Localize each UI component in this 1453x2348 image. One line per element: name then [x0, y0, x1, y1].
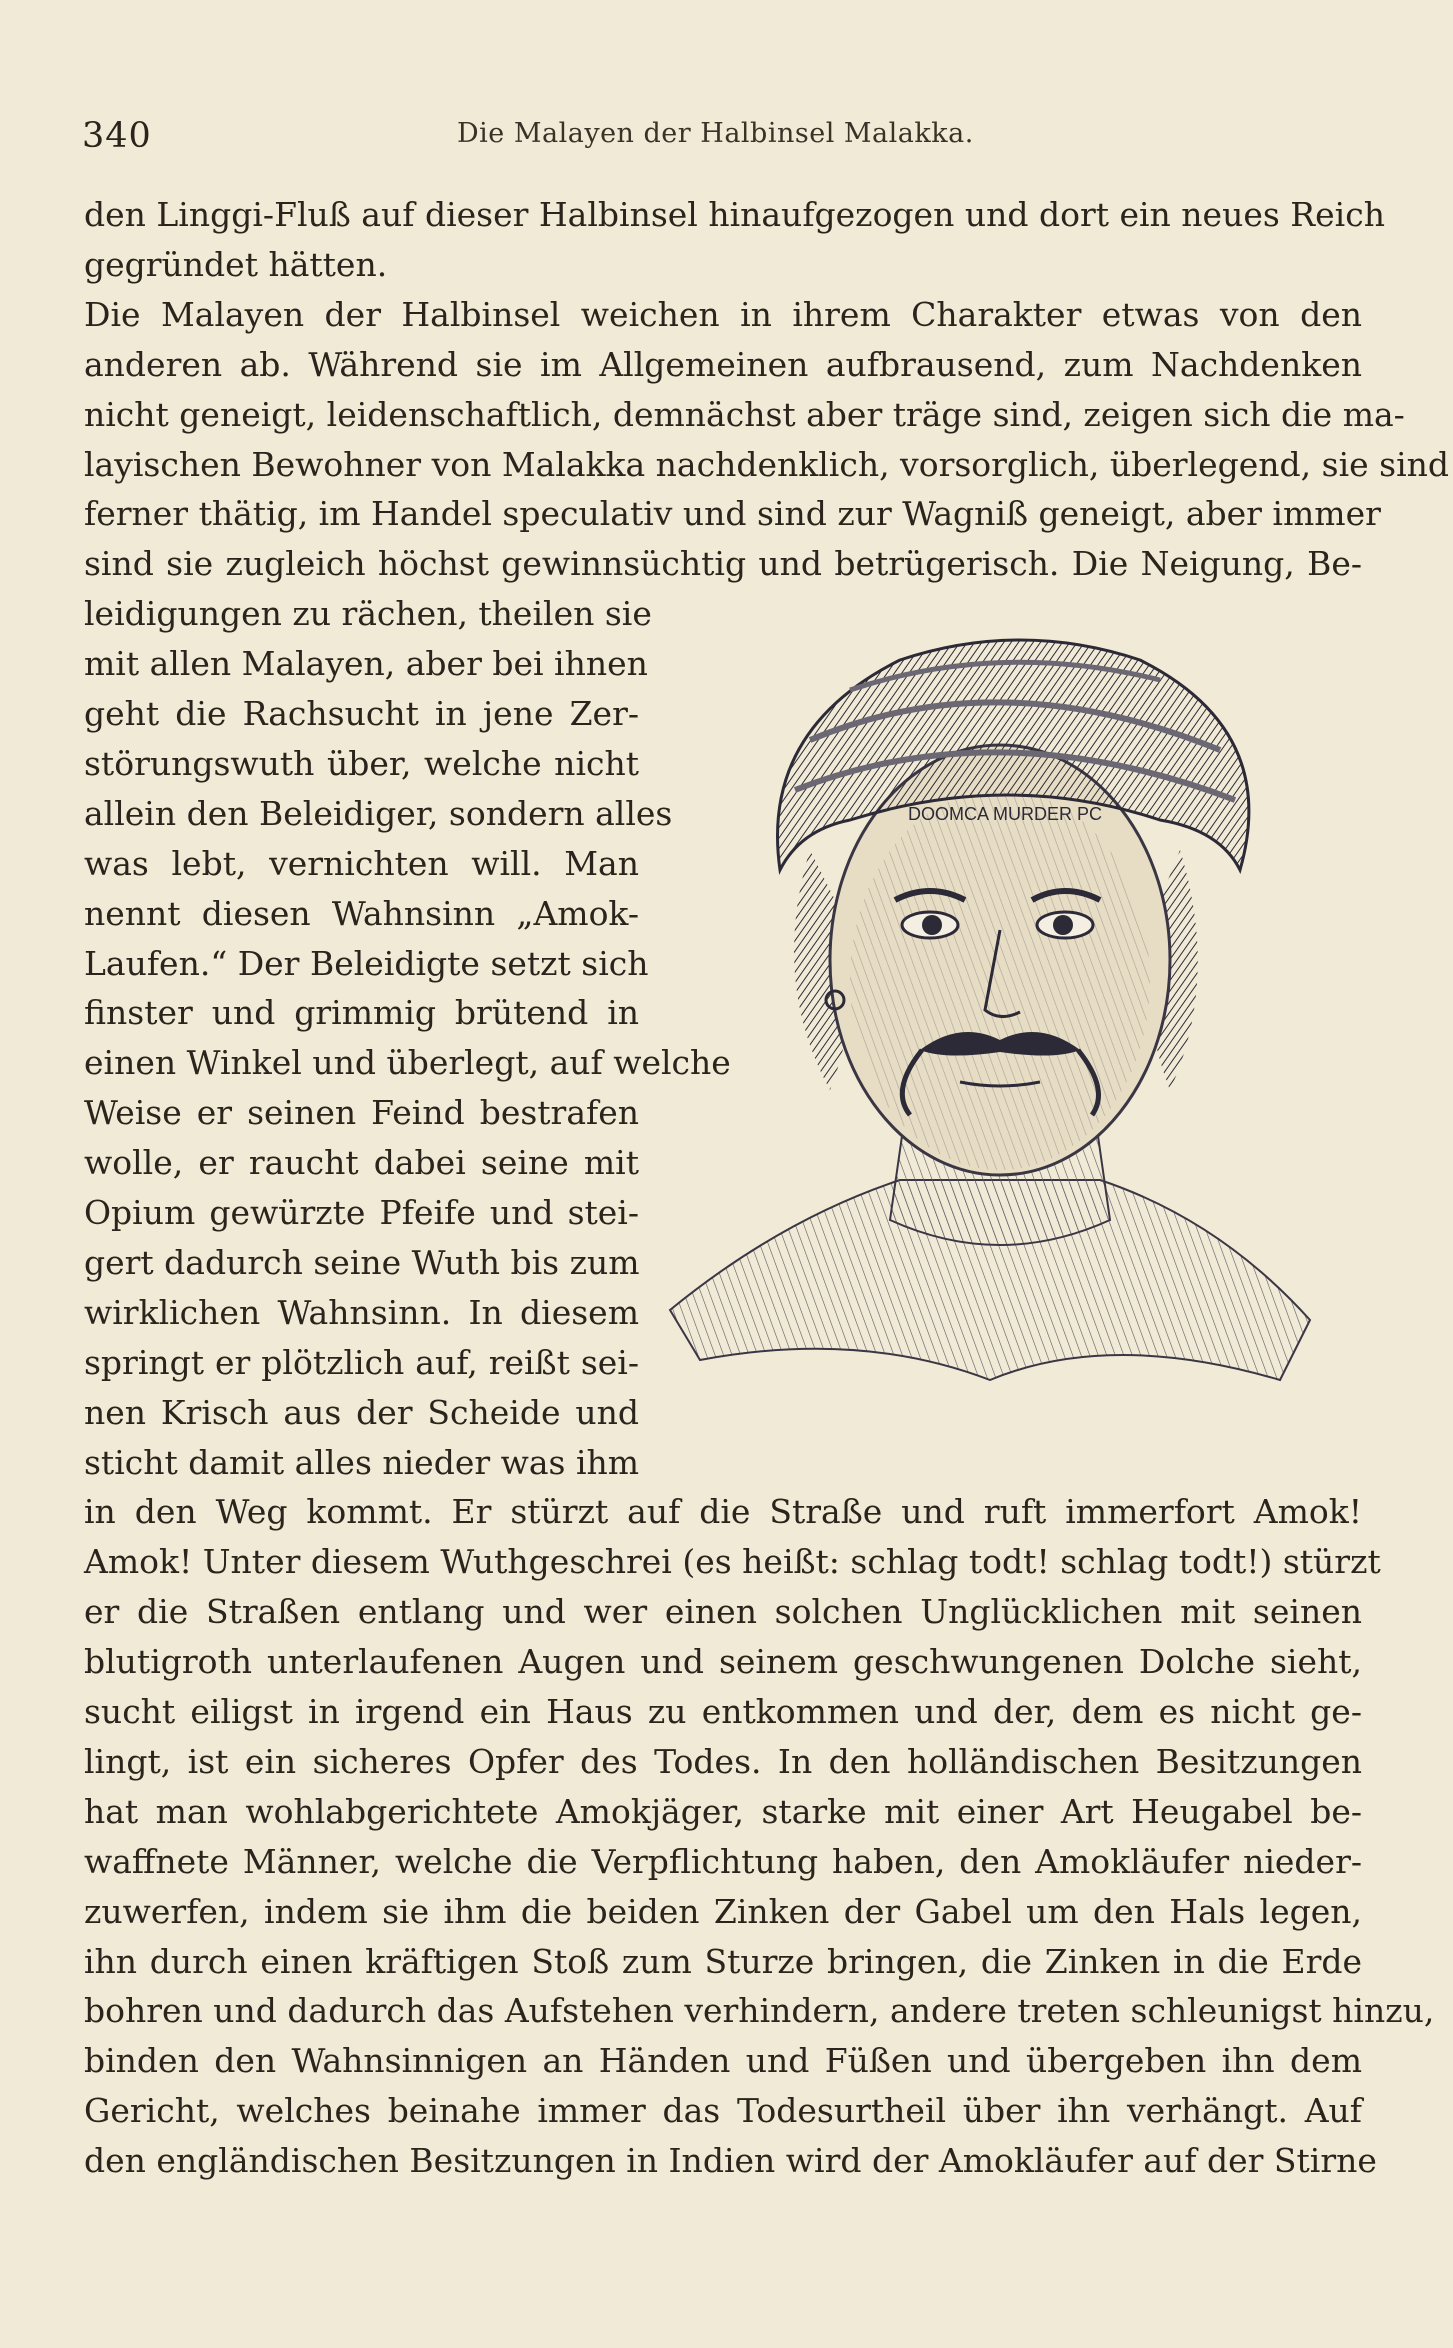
text-line: leidigungen zu rächen, theilen sie [84, 594, 652, 634]
text-line: nen Krisch aus der Scheide und [84, 1392, 639, 1432]
text-line: er die Straßen entlang und wer einen solchen Unglücklichen mit seinen [84, 1592, 1362, 1632]
text-line: ihn durch einen kräftigen Stoß zum Sturze bringen, die Zinken in die Erde [84, 1941, 1362, 1981]
text-line: blutigroth unterlaufenen Augen und seinem geschwungenen Dolche sieht, [84, 1642, 1362, 1682]
text-line: in den Weg kommt. Er stürzt auf die Straße und ruft immerfort Amok! [84, 1492, 1362, 1532]
text-line: den Linggi-Fluß auf dieser Halbinsel hinaufgezogen und dort ein neues Reich [84, 195, 1385, 234]
text-line: nicht geneigt, leidenschaftlich, demnächst aber träge sind, zeigen sich die ma- [84, 394, 1405, 434]
text-line: nennt diesen Wahnsinn „Amok- [84, 893, 639, 933]
running-title: Die Malayen der Halbinsel Malakka. [457, 118, 974, 149]
text-line: Gericht, welches beinahe immer das Todesurtheil über ihn verhängt. Auf [84, 2091, 1362, 2131]
text-line: layischen Bewohner von Malakka nachdenklich, vorsorglich, überlegend, sie sind [84, 444, 1450, 484]
text-line: gegründet hätten. [84, 244, 388, 284]
text-line: zuwerfen, indem sie ihm die beiden Zinken der Gabel um den Hals legen, [84, 1891, 1362, 1931]
text-line: Die Malayen der Halbinsel weichen in ihrem Charakter etwas von den [84, 294, 1362, 334]
text-line: sticht damit alles nieder was ihm [84, 1442, 640, 1482]
text-line: springt er plötzlich auf, reißt sei- [84, 1342, 639, 1382]
text-line: wirklichen Wahnsinn. In diesem [84, 1292, 639, 1332]
text-line: allein den Beleidiger, sondern alles [84, 793, 673, 833]
text-line: wolle, er raucht dabei seine mit [84, 1143, 639, 1183]
engraved-lettering: DOOMCA MURDER PC [907, 804, 1103, 824]
text-line: waffnete Männer, welche die Verpflichtung haben, den Amokläufer nieder- [84, 1841, 1362, 1881]
portrait-illustration [660, 620, 1325, 1425]
text-line: binden den Wahnsinnigen an Händen und Füßen und übergeben ihn dem [84, 2041, 1362, 2081]
text-line: mit allen Malayen, aber bei ihnen [84, 644, 648, 684]
text-line: hat man wohlabgerichtete Amokjäger, starke mit einer Art Heugabel be- [84, 1791, 1362, 1831]
text-line: was lebt, vernichten will. Man [84, 843, 639, 883]
page-header [82, 110, 1372, 162]
text-line: lingt, ist ein sicheres Opfer des Todes. In den holländischen Besitzungen [84, 1741, 1362, 1781]
text-line: Weise er seinen Feind bestrafen [84, 1093, 639, 1133]
text-line: störungswuth über, welche nicht [84, 743, 639, 783]
text-line: ferner thätig, im Handel speculativ und sind zur Wagniß geneigt, aber immer [84, 494, 1381, 534]
text-line: den engländischen Besitzungen in Indien wird der Amokläufer auf der Stirne [84, 2141, 1377, 2181]
text-line: einen Winkel und überlegt, auf welche [84, 1043, 731, 1083]
text-line: sind sie zugleich höchst gewinnsüchtig und betrügerisch. Die Neigung, Be- [84, 544, 1362, 584]
text-line: Opium gewürzte Pfeife und stei- [84, 1193, 639, 1232]
text-line: geht die Rachsucht in jene Zer- [84, 694, 639, 733]
portrait-engraving [660, 620, 1325, 1425]
page-number: 340 [82, 116, 152, 156]
text-line: finster und grimmig brütend in [84, 993, 639, 1033]
text-line: sucht eiligst in irgend ein Haus zu entkommen und der, dem es nicht ge- [84, 1692, 1362, 1731]
text-line: Laufen.“ Der Beleidigte setzt sich [84, 943, 649, 983]
text-line: Amok! Unter diesem Wuthgeschrei (es heißt: schlag todt! schlag todt!) stürzt [84, 1542, 1381, 1582]
text-line: gert dadurch seine Wuth bis zum [84, 1242, 640, 1282]
text-line: anderen ab. Während sie im Allgemeinen aufbrausend, zum Nachdenken [84, 344, 1362, 384]
text-line: bohren und dadurch das Aufstehen verhindern, andere treten schleunigst hinzu, [84, 1991, 1435, 2031]
